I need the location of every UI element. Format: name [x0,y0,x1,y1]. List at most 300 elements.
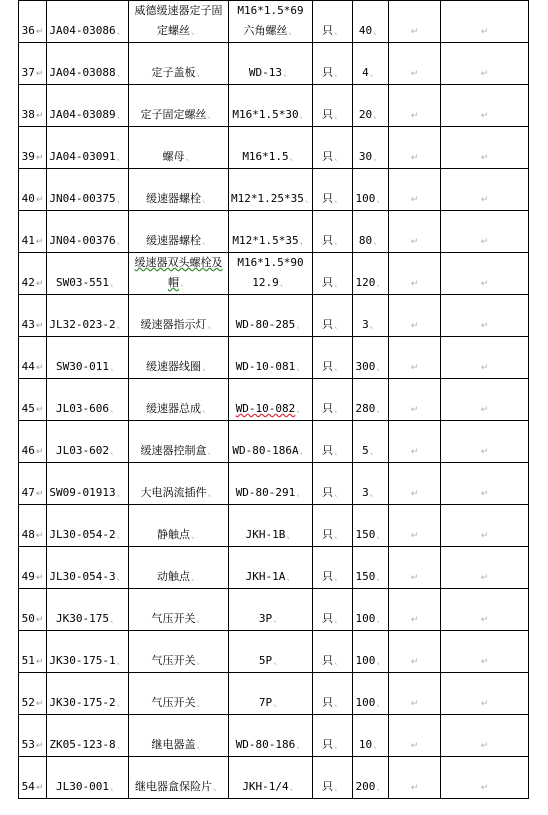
spec-cell[interactable] [229,1,313,43]
paragraph-mark-icon: ↵ [480,573,489,583]
quantity-cell[interactable] [353,673,389,715]
part-code-text: JL03-602 [56,444,109,457]
empty-cell[interactable] [441,253,529,295]
quantity-cell[interactable] [353,589,389,631]
paragraph-mark-icon: ↵ [480,279,489,289]
row-number-cell[interactable] [19,547,47,589]
empty-cell[interactable] [441,757,529,799]
quantity-text: 3 [362,318,369,331]
row-number-cell[interactable] [19,673,47,715]
part-code-cell[interactable] [47,505,129,547]
quantity-text: 150 [355,528,376,541]
table-row [19,463,529,505]
unit-cell[interactable] [313,295,353,337]
cell-end-mark: 、 [212,783,222,793]
empty-cell[interactable] [441,673,529,715]
row-number-text: 38 [21,108,35,121]
spec-text: M16*1.5 [242,150,289,163]
part-code-cell[interactable] [47,85,129,127]
row-number-cell[interactable] [19,589,47,631]
cell-end-mark: 、 [304,195,314,205]
empty-cell[interactable] [389,379,441,421]
table-row [19,85,529,127]
quantity-text: 100 [355,612,376,625]
cell-end-mark: 、 [196,657,206,667]
part-code-cell[interactable] [47,463,129,505]
quantity-cell[interactable] [353,169,389,211]
cell-end-mark: 、 [201,195,211,205]
quantity-text: 100 [355,192,376,205]
paragraph-mark-icon: ↵ [480,699,489,709]
unit-text: 只 [321,66,333,79]
table-row [19,673,529,715]
cell-end-mark: 、 [109,279,119,289]
part-name-cell[interactable] [129,589,229,631]
paragraph-mark-icon: ↵ [410,195,419,205]
quantity-cell[interactable] [353,211,389,253]
part-name-text: 定子盖板 [151,66,196,79]
quantity-text: 100 [355,654,376,667]
cell-end-mark: 、 [376,615,386,625]
empty-cell[interactable] [441,379,529,421]
part-name-text: 继电器盒保险片 [134,780,212,793]
cell-end-mark: 、 [376,573,386,583]
row-number-cell[interactable] [19,127,47,169]
cell-end-mark: 、 [273,657,283,667]
row-number-text: 39 [21,150,35,163]
part-code-cell[interactable] [47,379,129,421]
part-code-cell[interactable] [47,1,129,43]
quantity-cell[interactable] [353,547,389,589]
cell-end-mark: 、 [369,489,379,499]
paragraph-mark-icon: ↵ [480,363,489,373]
part-name-cell[interactable] [129,379,229,421]
cell-end-mark: 、 [376,363,386,373]
empty-cell[interactable] [389,337,441,379]
part-name-cell[interactable] [129,673,229,715]
part-name-cell[interactable] [129,631,229,673]
part-name-cell[interactable] [129,169,229,211]
quantity-cell[interactable] [353,337,389,379]
cell-end-mark: ↵ [35,153,44,163]
empty-cell[interactable] [389,757,441,799]
paragraph-mark-icon: ↵ [410,699,419,709]
spec-cell[interactable] [229,505,313,547]
row-number-cell[interactable] [19,1,47,43]
spec-text: M16*1.5*69 六角螺丝 [237,4,304,37]
part-code-text: JA04-03088 [49,66,116,79]
unit-cell[interactable] [313,43,353,85]
empty-cell[interactable] [389,547,441,589]
row-number-cell[interactable] [19,631,47,673]
quantity-cell[interactable] [353,1,389,43]
empty-cell[interactable] [441,505,529,547]
row-number-cell[interactable] [19,337,47,379]
quantity-text: 120 [355,276,376,289]
cell-end-mark: 、 [273,615,283,625]
cell-end-mark: 、 [201,363,211,373]
cell-end-mark: 、 [116,531,126,541]
quantity-cell[interactable] [353,127,389,169]
part-name-cell[interactable] [129,337,229,379]
row-number-cell[interactable] [19,169,47,211]
empty-cell[interactable] [389,43,441,85]
unit-cell[interactable] [313,169,353,211]
spec-text: JKH-1/4 [242,780,289,793]
cell-end-mark: 、 [201,405,211,415]
paragraph-mark-icon: ↵ [410,69,419,79]
cell-end-mark: 、 [109,447,119,457]
part-name-cell[interactable] [129,715,229,757]
table-row [19,505,529,547]
cell-end-mark: 、 [376,699,386,709]
paragraph-mark-icon: ↵ [410,321,419,331]
unit-cell[interactable] [313,85,353,127]
row-number-cell[interactable] [19,421,47,463]
empty-cell[interactable] [441,295,529,337]
cell-end-mark: 、 [376,195,386,205]
cell-end-mark: 、 [333,195,343,205]
paragraph-mark-icon: ↵ [410,153,419,163]
part-code-cell[interactable] [47,757,129,799]
paragraph-mark-icon: ↵ [410,741,419,751]
cell-end-mark: 、 [286,573,296,583]
spec-text: WD-10-082 [235,402,296,415]
part-name-cell[interactable] [129,421,229,463]
part-name-cell[interactable] [129,547,229,589]
row-number-text: 52 [21,696,35,709]
part-code-cell[interactable] [47,127,129,169]
empty-cell[interactable] [389,631,441,673]
empty-cell[interactable] [389,1,441,43]
cell-end-mark: ↵ [35,489,44,499]
cell-end-mark: 、 [333,153,343,163]
row-number-cell[interactable] [19,463,47,505]
part-code-cell[interactable] [47,169,129,211]
row-number-cell[interactable] [19,295,47,337]
cell-end-mark: 、 [376,405,386,415]
quantity-text: 10 [358,738,373,751]
cell-end-mark: 、 [333,363,343,373]
quantity-cell[interactable] [353,421,389,463]
part-name-cell[interactable] [129,43,229,85]
part-name-text: 动触点 [156,570,190,583]
part-name-cell[interactable] [129,1,229,43]
part-code-cell[interactable] [47,421,129,463]
part-code-text: JL03-606 [56,402,109,415]
cell-end-mark: 、 [288,27,298,37]
part-code-text: JN04-00375 [49,192,116,205]
empty-cell[interactable] [441,127,529,169]
cell-end-mark: ↵ [35,699,44,709]
row-number-text: 45 [21,402,35,415]
cell-end-mark: 、 [190,531,200,541]
cell-end-mark: ↵ [35,447,44,457]
row-number-text: 44 [21,360,35,373]
table-row [19,211,529,253]
cell-end-mark: 、 [296,363,306,373]
table-row [19,253,529,295]
empty-cell[interactable] [389,421,441,463]
empty-cell[interactable] [441,1,529,43]
spec-cell[interactable] [229,547,313,589]
row-number-text: 53 [21,738,35,751]
part-name-text: 气压开关 [151,654,196,667]
spec-cell[interactable] [229,127,313,169]
quantity-cell[interactable] [353,85,389,127]
unit-text: 只 [321,318,333,331]
part-code-cell[interactable] [47,43,129,85]
empty-cell[interactable] [389,715,441,757]
spec-cell[interactable] [229,631,313,673]
empty-cell[interactable] [441,463,529,505]
unit-text: 只 [321,402,333,415]
part-code-text: JL32-023-2 [49,318,116,331]
cell-end-mark: 、 [333,657,343,667]
unit-cell[interactable] [313,337,353,379]
cell-end-mark: 、 [283,69,293,79]
cell-end-mark: 、 [376,657,386,667]
row-number-cell[interactable] [19,379,47,421]
unit-cell[interactable] [313,379,353,421]
cell-end-mark: 、 [376,783,386,793]
part-name-cell[interactable] [129,505,229,547]
part-code-text: JL30-001 [56,780,109,793]
row-number-cell[interactable] [19,85,47,127]
part-code-cell[interactable] [47,253,129,295]
quantity-text: 150 [355,570,376,583]
cell-end-mark: ↵ [35,741,44,751]
spec-cell[interactable] [229,421,313,463]
cell-end-mark: 、 [376,279,386,289]
table-row [19,589,529,631]
unit-text: 只 [321,150,333,163]
unit-cell[interactable] [313,631,353,673]
empty-cell[interactable] [441,85,529,127]
part-code-text: JA04-03089 [49,108,116,121]
cell-end-mark: 、 [289,153,299,163]
cell-end-mark: 、 [196,741,206,751]
quantity-text: 300 [355,360,376,373]
part-name-text: 定子固定螺丝 [140,108,207,121]
quantity-cell[interactable] [353,43,389,85]
part-code-cell[interactable] [47,295,129,337]
unit-cell[interactable] [313,547,353,589]
paragraph-mark-icon: ↵ [480,237,489,247]
cell-end-mark: 、 [196,699,206,709]
empty-cell[interactable] [389,589,441,631]
paragraph-mark-icon: ↵ [480,27,489,37]
unit-text: 只 [321,276,333,289]
part-code-cell[interactable] [47,715,129,757]
quantity-cell[interactable] [353,253,389,295]
spec-text: M12*1.5*35 [232,234,299,247]
empty-cell[interactable] [389,127,441,169]
empty-cell[interactable] [441,547,529,589]
cell-end-mark: 、 [333,699,343,709]
unit-cell[interactable] [313,505,353,547]
unit-text: 只 [321,192,333,205]
cell-end-mark: ↵ [35,195,44,205]
spec-cell[interactable] [229,337,313,379]
spec-text: M16*1.5*30 [232,108,299,121]
row-number-text: 42 [21,276,35,289]
paragraph-mark-icon: ↵ [410,531,419,541]
spec-cell[interactable] [229,211,313,253]
part-code-cell[interactable] [47,547,129,589]
part-name-text: 缓速器控制盒 [140,444,207,457]
cell-end-mark: 、 [116,195,126,205]
part-name-text: 威德缓速器定子固定螺丝 [134,4,223,37]
unit-cell[interactable] [313,127,353,169]
row-number-cell[interactable] [19,715,47,757]
spec-text: JKH-1A [245,570,286,583]
spec-cell[interactable] [229,43,313,85]
unit-cell[interactable] [313,589,353,631]
part-name-cell[interactable] [129,127,229,169]
unit-cell[interactable] [313,253,353,295]
spec-text: WD-10-081 [235,360,296,373]
spec-cell[interactable] [229,85,313,127]
unit-text: 只 [321,780,333,793]
empty-cell[interactable] [389,253,441,295]
row-number-cell[interactable] [19,43,47,85]
row-number-text: 50 [21,612,35,625]
unit-text: 只 [321,612,333,625]
part-code-cell[interactable] [47,211,129,253]
spec-cell[interactable] [229,589,313,631]
spec-cell[interactable] [229,673,313,715]
part-code-text: JA04-03091 [49,150,116,163]
unit-cell[interactable] [313,1,353,43]
unit-cell[interactable] [313,673,353,715]
cell-end-mark: 、 [116,699,126,709]
row-number-text: 49 [21,570,35,583]
unit-cell[interactable] [313,421,353,463]
spec-cell[interactable] [229,253,313,295]
quantity-cell[interactable] [353,295,389,337]
part-code-cell[interactable] [47,673,129,715]
spec-text: WD-13 [248,66,283,79]
empty-cell[interactable] [389,505,441,547]
empty-cell[interactable] [389,673,441,715]
empty-cell[interactable] [389,463,441,505]
empty-cell[interactable] [389,295,441,337]
part-name-text: 缓速器螺栓 [145,234,201,247]
empty-cell[interactable] [441,169,529,211]
part-code-text: JK30-175-1 [49,654,116,667]
part-name-cell[interactable] [129,295,229,337]
part-code-text: JN04-00376 [49,234,116,247]
part-code-cell[interactable] [47,337,129,379]
part-code-text: JK30-175-2 [49,696,116,709]
row-number-cell[interactable] [19,505,47,547]
paragraph-mark-icon: ↵ [480,783,489,793]
spec-cell[interactable] [229,463,313,505]
row-number-text: 37 [21,66,35,79]
cell-end-mark: 、 [373,27,383,37]
cell-end-mark: 、 [109,783,119,793]
cell-end-mark: 、 [296,489,306,499]
unit-cell[interactable] [313,757,353,799]
quantity-text: 40 [358,24,373,37]
spec-cell[interactable] [229,757,313,799]
part-name-cell[interactable] [129,253,229,295]
empty-cell[interactable] [441,631,529,673]
empty-cell[interactable] [389,211,441,253]
spec-cell[interactable] [229,295,313,337]
quantity-text: 200 [355,780,376,793]
paragraph-mark-icon: ↵ [410,111,419,121]
quantity-cell[interactable] [353,379,389,421]
part-name-cell[interactable] [129,757,229,799]
paragraph-mark-icon: ↵ [410,783,419,793]
part-name-cell[interactable] [129,85,229,127]
paragraph-mark-icon: ↵ [480,615,489,625]
paragraph-mark-icon: ↵ [480,489,489,499]
cell-end-mark: 、 [333,615,343,625]
part-code-cell[interactable] [47,589,129,631]
part-code-text: JL30-054-2 [49,528,116,541]
cell-end-mark: 、 [373,741,383,751]
cell-end-mark: 、 [299,237,309,247]
cell-end-mark: 、 [185,153,195,163]
unit-cell[interactable] [313,463,353,505]
cell-end-mark: 、 [116,489,126,499]
empty-cell[interactable] [389,85,441,127]
quantity-cell[interactable] [353,631,389,673]
empty-cell[interactable] [441,421,529,463]
empty-cell[interactable] [441,337,529,379]
row-number-cell[interactable] [19,253,47,295]
table-row [19,631,529,673]
empty-cell[interactable] [441,589,529,631]
paragraph-mark-icon: ↵ [410,447,419,457]
part-name-text: 气压开关 [151,696,196,709]
part-name-cell[interactable] [129,211,229,253]
empty-cell[interactable] [389,169,441,211]
cell-end-mark: ↵ [35,363,44,373]
quantity-text: 5 [362,444,369,457]
cell-end-mark: 、 [369,321,379,331]
part-name-cell[interactable] [129,463,229,505]
table-row [19,379,529,421]
quantity-text: 100 [355,696,376,709]
quantity-cell[interactable] [353,463,389,505]
quantity-cell[interactable] [353,505,389,547]
empty-cell[interactable] [441,211,529,253]
cell-end-mark: 、 [333,531,343,541]
cell-end-mark: 、 [333,279,343,289]
row-number-cell[interactable] [19,757,47,799]
spec-text: 7P [258,696,273,709]
empty-cell[interactable] [441,715,529,757]
unit-cell[interactable] [313,211,353,253]
spec-cell[interactable] [229,379,313,421]
spec-cell[interactable] [229,169,313,211]
quantity-text: 4 [362,66,369,79]
table-row [19,295,529,337]
cell-end-mark: 、 [201,237,211,247]
quantity-text: 30 [358,150,373,163]
quantity-cell[interactable] [353,715,389,757]
empty-cell[interactable] [441,43,529,85]
part-code-cell[interactable] [47,631,129,673]
row-number-cell[interactable] [19,211,47,253]
spec-cell[interactable] [229,715,313,757]
unit-cell[interactable] [313,715,353,757]
quantity-cell[interactable] [353,757,389,799]
